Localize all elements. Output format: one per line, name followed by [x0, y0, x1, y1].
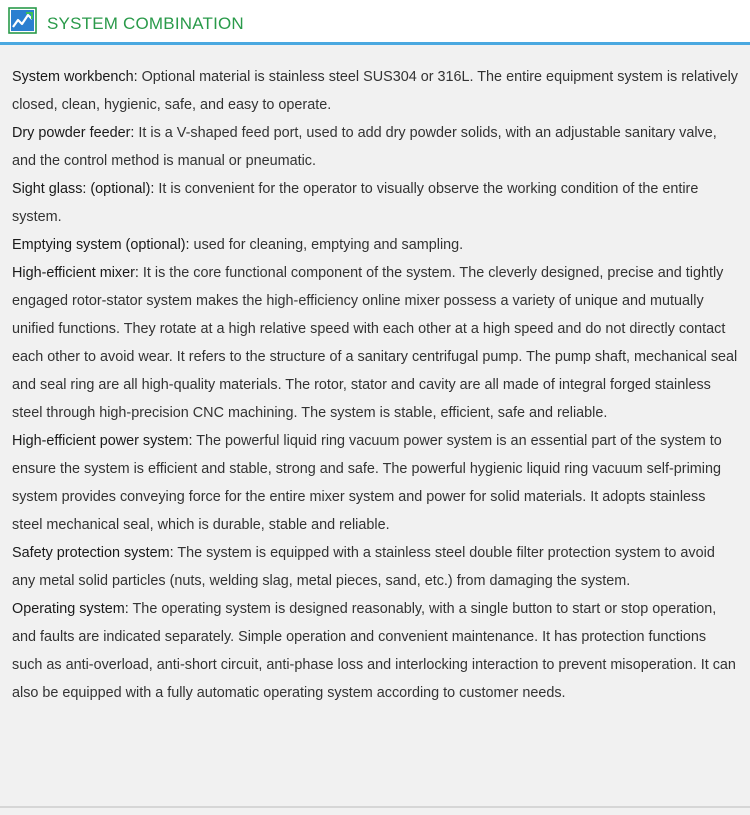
paragraph-safety-protection: [12, 539, 738, 595]
paragraph-label: Safety protection system:: [12, 545, 174, 561]
paragraph-power-system: [12, 427, 738, 539]
paragraph-text: It is a V-shaped feed port, used to add dry powder solids, with an adjustable sanitary valve, and the control method is manual or pneumatic.: [12, 125, 717, 169]
paragraph-text: The system is equipped with a stainless steel double filter protection system to avoid any metal solid particles (nuts, welding slag, metal pieces, sand, etc.) from damaging the system.: [12, 545, 715, 589]
paragraph-emptying-system: [12, 231, 738, 259]
paragraph-text: Optional material is stainless steel SUS304 or 316L. The entire equipment system is relatively closed, clean, hygienic, safe, and easy to operate.: [12, 69, 739, 113]
paragraph-label: High-efficient power system:: [12, 433, 193, 449]
paragraph-label: Emptying system (optional):: [12, 237, 190, 253]
paragraph-dry-powder-feeder: [12, 119, 738, 175]
paragraph-text: The operating system is designed reasonably, with a single button to start or stop operation, and faults are indicated separately. Simple operation and convenient maintenance. It has protection functions such as anti-overload, anti-short circuit, anti-phase loss and interlocking interaction to prevent misoperation. It can also be equipped with a fully automatic operating system according to customer needs.: [12, 601, 736, 701]
paragraph-label: Operating system:: [12, 601, 129, 617]
section-header: [0, 0, 750, 42]
paragraph-label: Dry powder feeder:: [12, 125, 135, 141]
paragraph-operating-system: [12, 595, 738, 707]
paragraph-system-workbench: [12, 63, 738, 119]
paragraph-text: The powerful liquid ring vacuum power system is an essential part of the system to ensure the system is efficient and stable, strong and safe. The powerful hygienic liquid ring vacuum self-priming system provides conveying force for the entire mixer system and power for solid materials. It adopts stainless steel mechanical seal, which is durable, stable and reliable.: [12, 433, 722, 533]
content-panel: [0, 45, 750, 815]
footer-divider: [0, 806, 750, 808]
paragraph-label: Sight glass: (optional):: [12, 181, 155, 197]
paragraph-label: System workbench:: [12, 69, 138, 85]
paragraph-text: used for cleaning, emptying and sampling.: [189, 237, 464, 253]
paragraph-sight-glass: [12, 175, 738, 231]
paragraph-high-efficient-mixer: [12, 259, 738, 427]
paragraph-label: High-efficient mixer:: [12, 265, 139, 281]
section-title: SYSTEM COMBINATION: [47, 14, 244, 33]
paragraph-text: It is the core functional component of the system. The cleverly designed, precise and tightly engaged rotor-stator system makes the high-efficiency online mixer possess a variety of unique and mutually unified functions. They rotate at a high relative speed with each other at a high speed and do not directly contact each other to avoid wear. It refers to the structure of a sanitary centrifugal pump. The pump shaft, mechanical seal and seal ring are all high-quality materials. The rotor, stator and cavity are all made of integral forged stainless steel through high-precision CNC machining. The system is stable, efficient, safe and reliable.: [12, 265, 738, 421]
paragraph-text: It is convenient for the operator to visually observe the working condition of the entire system.: [12, 181, 699, 225]
factory-logo-icon: [8, 7, 37, 34]
